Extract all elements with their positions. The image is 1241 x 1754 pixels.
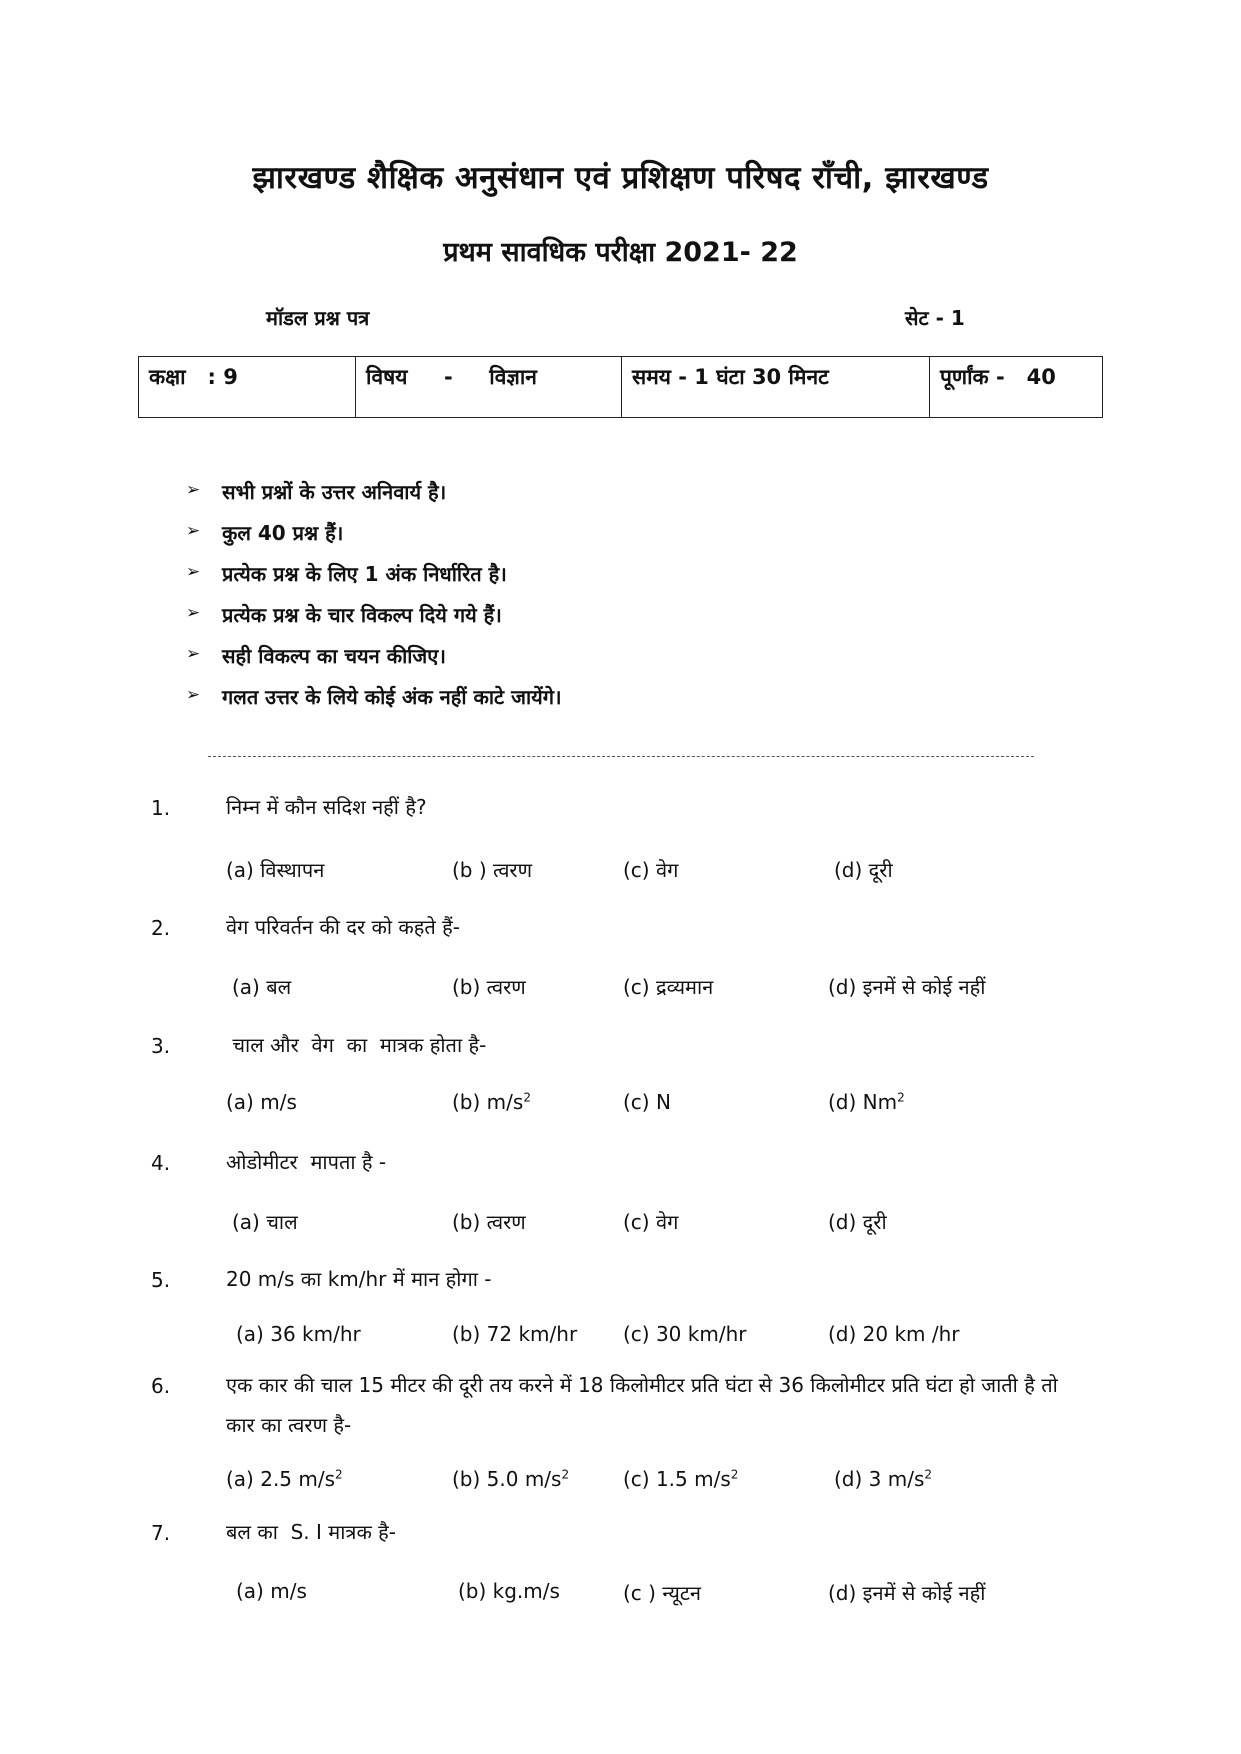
subject-cell: विषय - विज्ञान xyxy=(356,357,622,418)
instruction-item: ➢ सभी प्रश्नों के उत्तर अनिवार्य है। xyxy=(186,480,447,504)
question-text: चाल और वेग का मात्रक होता है- xyxy=(226,1033,487,1057)
option-a: (a) 36 km/hr xyxy=(236,1322,361,1346)
option-a: (a) चाल xyxy=(232,1210,298,1234)
instruction-item: ➢ गलत उत्तर के लिये कोई अंक नहीं काटे जायेंगे। xyxy=(186,685,562,709)
option-d: (d) Nm$^2$ xyxy=(828,1090,905,1114)
option-d: (d) 20 km /hr xyxy=(828,1322,960,1346)
superscript: 2 xyxy=(335,1467,343,1482)
time-cell: समय - 1 घंटा 30 मिनट xyxy=(622,357,930,418)
option-b: (b) kg.m/s xyxy=(458,1579,560,1603)
arrow-bullet-icon: ➢ xyxy=(186,521,201,541)
superscript: 2 xyxy=(561,1467,570,1482)
question-number: 7. xyxy=(151,1521,171,1545)
option-b: (b) $m/s^2$ xyxy=(452,1090,531,1114)
class-cell: कक्षा : 9 xyxy=(139,357,356,418)
option-c: (c) 1.5 $m/s^2$ xyxy=(623,1467,739,1491)
question-number: 3. xyxy=(151,1034,171,1058)
option-a: (a) बल xyxy=(232,975,292,999)
option-a: (a) विस्थापन xyxy=(226,858,325,882)
option-d: (d) इनमें से कोई नहीं xyxy=(828,1581,986,1605)
option-c: (c ) न्यूटन xyxy=(623,1581,701,1605)
option-a: (a) m/s xyxy=(236,1579,307,1603)
option-b: (b) 72 km/hr xyxy=(452,1322,578,1346)
instructions-list xyxy=(186,478,562,724)
question-number: 6. xyxy=(151,1374,171,1398)
marks-cell: पूर्णांक - 40 xyxy=(930,357,1103,418)
option-b: (b) 5.0 $m/s^2$ xyxy=(452,1467,570,1491)
arrow-bullet-icon: ➢ xyxy=(186,480,201,500)
option-c: (c) 30 km/hr xyxy=(623,1322,747,1346)
superscript: 2 xyxy=(897,1090,905,1105)
question-number: 1. xyxy=(151,796,171,820)
option-c: (c) वेग xyxy=(623,858,679,882)
instruction-item: ➢ कुल 40 प्रश्न हैं। xyxy=(186,521,344,545)
option-b: (b) त्वरण xyxy=(452,1210,526,1234)
question-text: 20 m/s का km/hr में मान होगा - xyxy=(226,1267,492,1291)
arrow-bullet-icon: ➢ xyxy=(186,603,201,623)
option-c: (c) N xyxy=(623,1090,671,1114)
superscript: 2 xyxy=(730,1467,739,1482)
question-number: 4. xyxy=(151,1151,171,1175)
question-text: निम्न में कौन सदिश नहीं है? xyxy=(226,795,427,819)
exam-info-table xyxy=(138,356,1103,418)
question-number: 2. xyxy=(151,916,171,940)
question-text: एक कार की चाल 15 मीटर की दूरी तय करने में 18 किलोमीटर प्रति घंटा से 36 किलोमीटर प्रति घंटा हो जाती है तो कार का त्वरण है- xyxy=(226,1373,1058,1437)
superscript: 2 xyxy=(924,1467,933,1482)
paper-type-label: मॉडल प्रश्न पत्र xyxy=(266,306,370,330)
option-d: (d) दूरी xyxy=(834,858,893,882)
question-number: 5. xyxy=(151,1268,171,1292)
option-a: (a) m/s xyxy=(226,1090,297,1114)
instruction-item: ➢ सही विकल्प का चयन कीजिए। xyxy=(186,644,446,668)
set-label: सेट - 1 xyxy=(905,306,965,330)
section-divider xyxy=(208,756,1034,757)
arrow-bullet-icon: ➢ xyxy=(186,644,201,664)
option-d: (d) दूरी xyxy=(828,1210,887,1234)
exam-title: प्रथम सावधिक परीक्षा 2021- 22 xyxy=(443,237,798,268)
board-title: झारखण्ड शैक्षिक अनुसंधान एवं प्रशिक्षण परिषद राँची, झारखण्ड xyxy=(252,160,989,196)
option-d: (d) 3 $m/s^2$ xyxy=(834,1467,933,1491)
question-text: ओडोमीटर मापता है - xyxy=(226,1150,387,1174)
instruction-item: ➢ प्रत्येक प्रश्न के लिए 1 अंक निर्धारित है। xyxy=(186,562,507,586)
option-d: (d) इनमें से कोई नहीं xyxy=(828,975,986,999)
option-a: (a) 2.5 $m/s^2$ xyxy=(226,1467,343,1491)
option-c: (c) द्रव्यमान xyxy=(623,975,714,999)
option-b: (b ) त्वरण xyxy=(452,858,533,882)
instruction-item: ➢ प्रत्येक प्रश्न के चार विकल्प दिये गये हैं। xyxy=(186,603,502,627)
arrow-bullet-icon: ➢ xyxy=(186,685,201,705)
option-c: (c) वेग xyxy=(623,1210,679,1234)
question-text: वेग परिवर्तन की दर को कहते हैं- xyxy=(226,915,460,939)
option-b: (b) त्वरण xyxy=(452,975,526,999)
arrow-bullet-icon: ➢ xyxy=(186,562,201,582)
question-text: बल का S. I मात्रक है- xyxy=(226,1520,396,1544)
superscript: 2 xyxy=(523,1090,531,1105)
